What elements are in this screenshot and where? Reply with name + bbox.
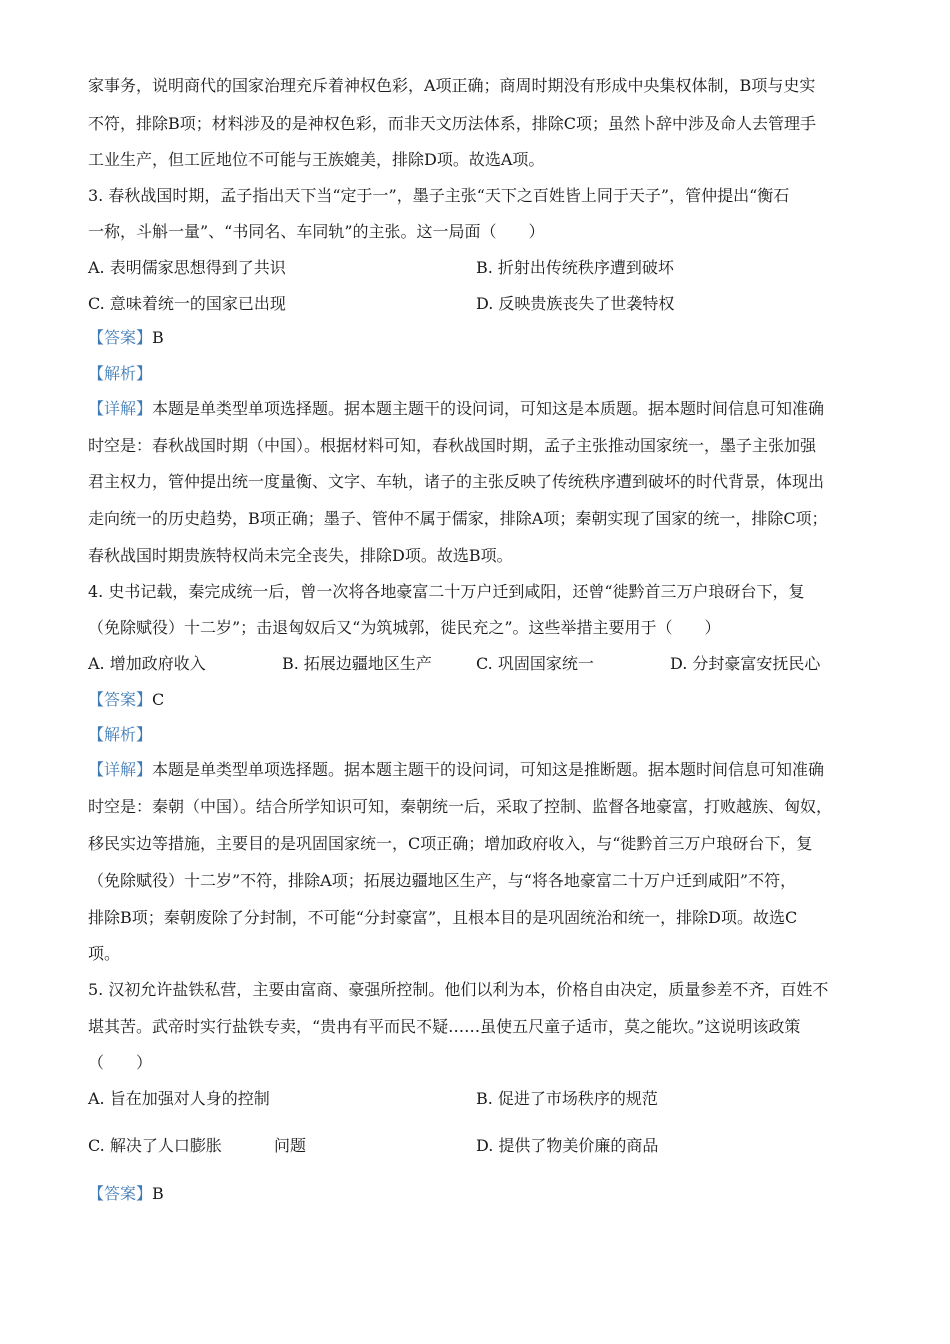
q3-detail-line: 春秋战国时期贵族特权尚未完全丧失，排除D项。故选B项。 bbox=[88, 546, 513, 565]
q3-analysis-heading bbox=[88, 364, 152, 384]
q4-stem: 4. 史书记载，秦完成统一后，曾一次将各地豪富二十万户迁到咸阳，还曾“徙黔首三万户琅砑台下，复 bbox=[88, 582, 805, 601]
q5-stem: 5. 汉初允许盐铁私营，主要由富商、豪强所控制。他们以利为本，价格自由决定，质量参差不齐，百姓不 bbox=[88, 980, 829, 999]
q4-analysis-heading bbox=[88, 725, 152, 745]
q4-detail-line: 排除B项；秦朝废除了分封制，不可能“分封豪富”，且根本目的是巩固统治和统一，排除D项。故选C bbox=[88, 908, 798, 927]
q4-detail-line: 时空是：秦朝（中国）。结合所学知识可知，秦朝统一后，采取了控制、监督各地豪富，打败越族、匈奴， bbox=[88, 797, 833, 816]
q4-option-d: D. 分封豪富安抚民心 bbox=[670, 654, 821, 673]
detail-text: 本题是单类型单项选择题。据本题主题干的设问词，可知这是推断题。据本题时间信息可知准确 bbox=[152, 760, 825, 779]
q5-option-d: D. 提供了物美价廉的商品 bbox=[476, 1136, 659, 1155]
q3-option-d: D. 反映贵族丧失了世袭特权 bbox=[476, 294, 675, 313]
answer-value: C bbox=[152, 690, 165, 709]
analysis-tag: 【解析】 bbox=[88, 725, 153, 744]
answer-tag: 【答案】 bbox=[88, 690, 153, 709]
q4-detail-line: （免除赋役）十二岁”不符，排除A项；拓展边疆地区生产，与“将各地豪富二十万户迁到咸阳”不符， bbox=[88, 871, 797, 890]
q3-detail-line bbox=[88, 399, 824, 419]
q3-answer bbox=[88, 328, 164, 348]
answer-value: B bbox=[152, 1184, 164, 1203]
q5-option-a: A. 旨在加强对人身的控制 bbox=[88, 1089, 270, 1108]
q3-stem: 一称，斗斛一量”、“书同名、车同轨”的主张。这一局面（ ） bbox=[88, 222, 545, 241]
q2-explanation-line: 家事务，说明商代的国家治理充斥着神权色彩，A项正确；商周时期没有形成中央集权体制，B项与史实 bbox=[88, 76, 816, 95]
q4-detail-line bbox=[88, 760, 824, 780]
q5-stem: 堪其苦。武帝时实行盐铁专卖，“贵冉有平而民不疑……虽使五尺童子适市，莫之能坎。”这说明该政策 bbox=[88, 1017, 801, 1036]
q5-stem: （ ） bbox=[88, 1053, 153, 1072]
analysis-tag: 【解析】 bbox=[88, 364, 153, 383]
q3-stem: 3. 春秋战国时期，孟子指出天下当“定于一”，墨子主张“天下之百姓皆上同于天子”，管仲提出“衡石 bbox=[88, 186, 790, 205]
q4-stem: （免除赋役）十二岁”；击退匈奴后又“为筑城郭，徙民充之”。这些举措主要用于（ ） bbox=[88, 618, 721, 637]
q5-option-c: C. 解决了人口膨胀 bbox=[88, 1136, 222, 1155]
detail-text: 本题是单类型单项选择题。据本题主题干的设问词，可知这是本质题。据本题时间信息可知准确 bbox=[152, 399, 825, 418]
answer-tag: 【答案】 bbox=[88, 328, 153, 347]
q3-option-b: B. 折射出传统秩序遭到破坏 bbox=[476, 258, 674, 277]
answer-tag: 【答案】 bbox=[88, 1184, 153, 1203]
q2-explanation-line: 工业生产，但工匠地位不可能与王族媲美，排除D项。故选A项。 bbox=[88, 150, 545, 169]
q4-detail-line: 移民实边等措施，主要目的是巩固国家统一，C项正确；增加政府收入，与“徙黔首三万户琅砑台下，复 bbox=[88, 834, 813, 853]
answer-value: B bbox=[152, 328, 164, 347]
q3-option-c: C. 意味着统一的国家已出现 bbox=[88, 294, 286, 313]
q4-option-c: C. 巩固国家统一 bbox=[476, 654, 594, 673]
q2-explanation-line: 不符，排除B项；材料涉及的是神权色彩，而非天文历法体系，排除C项；虽然卜辞中涉及命人去管理手 bbox=[88, 114, 817, 133]
q3-option-a: A. 表明儒家思想得到了共识 bbox=[88, 258, 286, 277]
q4-answer bbox=[88, 690, 164, 710]
q5-answer bbox=[88, 1184, 164, 1204]
q3-detail-line: 君主权力，管仲提出统一度量衡、文字、车轨，诸子的主张反映了传统秩序遭到破坏的时代背景，体现出 bbox=[88, 472, 825, 491]
q4-detail-line: 项。 bbox=[88, 944, 121, 963]
q4-option-b: B. 拓展边疆地区生产 bbox=[282, 654, 432, 673]
q3-detail-line: 走向统一的历史趋势，B项正确；墨子、管仲不属于儒家，排除A项；秦朝实现了国家的统一，排除C项； bbox=[88, 509, 828, 528]
detail-tag: 【详解】 bbox=[88, 760, 153, 779]
q5-option-c-tail: 问题 bbox=[274, 1136, 307, 1155]
q4-option-a: A. 增加政府收入 bbox=[88, 654, 206, 673]
detail-tag: 【详解】 bbox=[88, 399, 153, 418]
q5-option-b: B. 促进了市场秩序的规范 bbox=[476, 1089, 658, 1108]
q3-detail-line: 时空是：春秋战国时期（中国）。根据材料可知，春秋战国时期，孟子主张推动国家统一，墨子主张加强 bbox=[88, 436, 817, 455]
